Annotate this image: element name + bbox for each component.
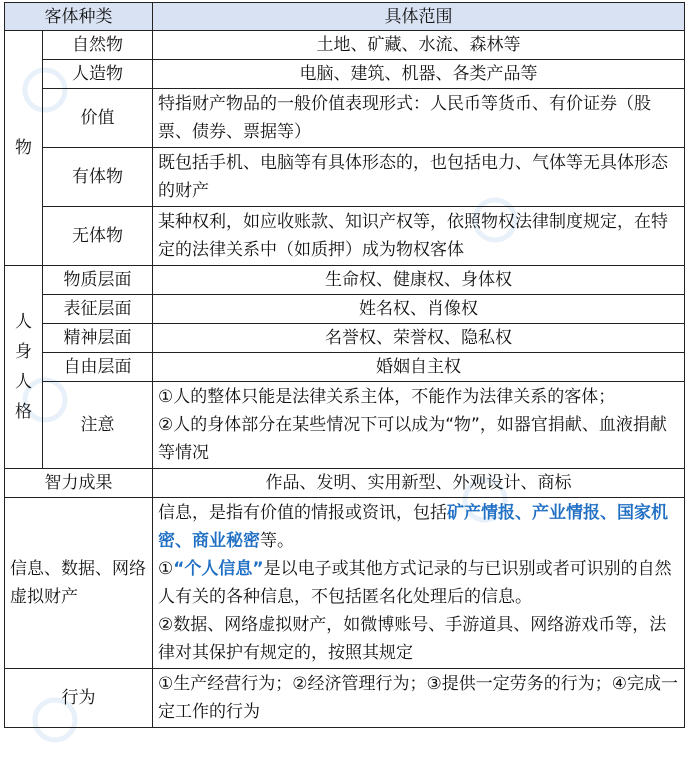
row-scope: 特指财产物品的一般价值表现形式：人民币等货币、有价证券（股票、债券、票据等） <box>153 89 685 148</box>
info-paragraph: ②数据、网络虚拟财产，如微博账号、手游道具、网络游戏币等，法律对其保护有规定的，按照其规定 <box>158 615 667 663</box>
row-name: 有体物 <box>43 148 153 207</box>
category-wu: 物 <box>5 31 43 266</box>
row-scope: 婚姻自主权 <box>153 353 685 382</box>
row-scope: 作品、发明、实用新型、外观设计、商标 <box>153 469 685 498</box>
category-char: 格 <box>15 402 32 422</box>
table-row <box>5 324 685 353</box>
row-scope: ①生产经营行为；②经济管理行为；③提供一定劳务的行为；④完成一定工作的行为 <box>153 669 685 728</box>
table-row <box>5 31 685 60</box>
header-scope: 具体范围 <box>153 3 685 31</box>
object-types-table <box>4 2 685 728</box>
row-name: 价值 <box>43 89 153 148</box>
header-row <box>5 3 685 31</box>
row-scope: 土地、矿藏、水流、森林等 <box>153 31 685 60</box>
table-row <box>5 266 685 295</box>
row-name: 人造物 <box>43 60 153 89</box>
row-name: 自然物 <box>43 31 153 60</box>
row-scope: 生命权、健康权、身体权 <box>153 266 685 295</box>
table-row <box>5 498 685 669</box>
row-scope: 名誉权、荣誉权、隐私权 <box>153 324 685 353</box>
info-paragraph <box>158 499 679 555</box>
info-number: ① <box>158 559 174 579</box>
table-row <box>5 148 685 207</box>
table-row <box>5 382 685 469</box>
note-item: ②人的身体部分在某些情况下可以成为“物”，如器官捐献、血液捐献等情况 <box>158 415 667 463</box>
row-scope: 某种权利，如应收账款、知识产权等，依照物权法律制度规定，在特定的法律关系中（如质押）成为物权客体 <box>153 207 685 266</box>
note-scope <box>153 382 685 469</box>
row-scope: 电脑、建筑、机器、各类产品等 <box>153 60 685 89</box>
row-name: 表征层面 <box>43 295 153 324</box>
row-scope <box>153 498 685 669</box>
table-row <box>5 353 685 382</box>
info-text: 等。 <box>260 531 294 551</box>
table-row <box>5 207 685 266</box>
table-row <box>5 295 685 324</box>
note-item: ①人的整体只能是法律关系主体，不能作为法律关系的客体； <box>158 387 616 407</box>
info-highlight: 矿产情报、产业情报、国家机密、商业秘密 <box>158 503 668 551</box>
row-scope: 姓名权、肖像权 <box>153 295 685 324</box>
row-name: 精神层面 <box>43 324 153 353</box>
info-paragraph <box>158 555 679 611</box>
table-row <box>5 89 685 148</box>
row-name: 行为 <box>5 669 153 728</box>
row-scope: 既包括手机、电脑等有具体形态的，也包括电力、气体等无具体形态的财产 <box>153 148 685 207</box>
category-char: 人 <box>15 372 32 392</box>
row-name: 物质层面 <box>43 266 153 295</box>
row-name: 自由层面 <box>43 353 153 382</box>
table-row <box>5 60 685 89</box>
row-name: 注意 <box>43 382 153 469</box>
info-highlight: “个人信息” <box>173 559 264 579</box>
row-name: 智力成果 <box>5 469 153 498</box>
table-row <box>5 469 685 498</box>
info-text: 信息，是指有价值的情报或资讯，包括 <box>158 503 447 523</box>
info-text: 是以电子或其他方式记录的与已识别或者可识别的自然人有关的各种信息，不包括匿名化处理后的信息。 <box>158 559 672 607</box>
table-row <box>5 669 685 728</box>
header-type: 客体种类 <box>5 3 153 31</box>
category-char: 人 <box>15 312 32 332</box>
row-name: 无体物 <box>43 207 153 266</box>
category-char: 身 <box>15 342 32 362</box>
row-name: 信息、数据、网络虚拟财产 <box>5 498 153 669</box>
category-renge <box>5 266 43 469</box>
